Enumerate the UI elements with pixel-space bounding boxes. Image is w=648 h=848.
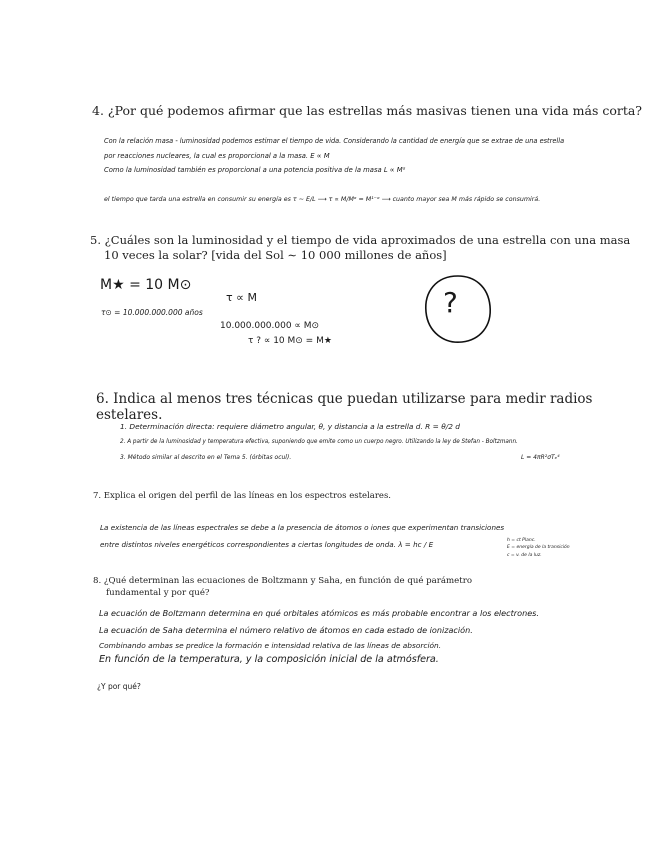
q7-answer-line1: La existencia de las líneas espectrales se debe a la presencia de átomos o iones que experimentan transiciones <box>100 523 505 532</box>
q8-answer-line1: La ecuación de Boltzmann determina en qué orbitales atómicos es más probable encontrar a los electrones. <box>99 608 539 618</box>
q4-answer-line4: el tiempo que tarda una estrella en consumir su energía es τ ∼ E/L ⟶ τ ∝ M/Mᵅ = M¹⁻ᵅ ⟶ cuanto mayor sea M más rápido se consumirá. <box>104 196 541 203</box>
q4-answer-line1: Con la relación masa - luminosidad podemos estimar el tiempo de vida. Considerando la cantidad de energía que se extrae de una estrella <box>104 137 565 145</box>
q8-answer-line5: ¿Y por qué? <box>97 682 141 691</box>
q7-answer-line2: entre distintos niveles energéticos correspondientes a ciertas longitudes de onda. λ = hc / E <box>100 540 434 549</box>
question-mark-doodle: ? <box>443 286 458 319</box>
question-circle-doodle <box>418 270 498 350</box>
q5-tau-prop: τ ∝ M <box>226 291 257 304</box>
q8-question-line1: 8. ¿Qué determinan las ecuaciones de Boltzmann y Saha, en función de qué parámetro <box>93 576 472 586</box>
q6-item3: 3. Método similar al descrito en el Tema 5. (órbitas ocul). <box>120 454 292 461</box>
q5-question-line1: 5. ¿Cuáles son la luminosidad y el tiempo de vida aproximados de una estrella con una masa <box>90 233 631 247</box>
q6-formula: L = 4πR²σTₑ⁴ <box>521 454 560 461</box>
q7-question: 7. Explica el origen del perfil de las líneas en los espectros estelares. <box>93 491 392 501</box>
q6-item2: 2. A partir de la luminosidad y temperatura efectiva, suponiendo que emite como un cuerpo negro. Utilizando la ley de Stefan - Boltzmann. <box>120 439 518 445</box>
q8-answer-line2: La ecuación de Saha determina el número relativo de átomos en cada estado de ionización. <box>99 625 473 635</box>
q5-prop1: 10.000.000.000 ∝ M⊙ <box>220 321 320 331</box>
q5-prop2: τ ? ∝ 10 M⊙ = M★ <box>248 336 332 346</box>
q7-note2: E = energía de la transición <box>507 545 570 550</box>
q5-mass: M★ = 10 M⊙ <box>100 277 192 293</box>
q7-note3: c = v. de la luz. <box>507 553 542 558</box>
q8-answer-line3: Combinando ambas se predice la formación e intensidad relativa de las líneas de absorción. <box>99 641 442 650</box>
q5-tau-sun: τ⊙ = 10.000.000.000 años <box>101 308 203 317</box>
q4-question: 4. ¿Por qué podemos afirmar que las estrellas más masivas tienen una vida más corta? <box>92 103 643 118</box>
q4-answer-line3: Como la luminosidad también es proporcional a una potencia positiva de la masa L ∝ Mᵅ <box>104 166 406 174</box>
q8-answer-line4: En función de la temperatura, y la composición inicial de la atmósfera. <box>99 654 439 665</box>
q5-question-line2: 10 veces la solar? [vida del Sol ∼ 10 000 millones de años] <box>104 248 447 262</box>
q7-note1: h = ct Planc. <box>507 538 536 543</box>
q6-item1: 1. Determinación directa: requiere diámetro angular, θ, y distancia a la estrella d. R = θ/2 d <box>120 422 460 431</box>
q4-answer-line2: por reacciones nucleares, la cual es proporcional a la masa. E ∝ M <box>104 152 330 160</box>
q6-question: 6. Indica al menos tres técnicas que puedan utilizarse para medir radios estelares. <box>96 391 593 423</box>
q8-question-line2: fundamental y por qué? <box>106 588 210 598</box>
